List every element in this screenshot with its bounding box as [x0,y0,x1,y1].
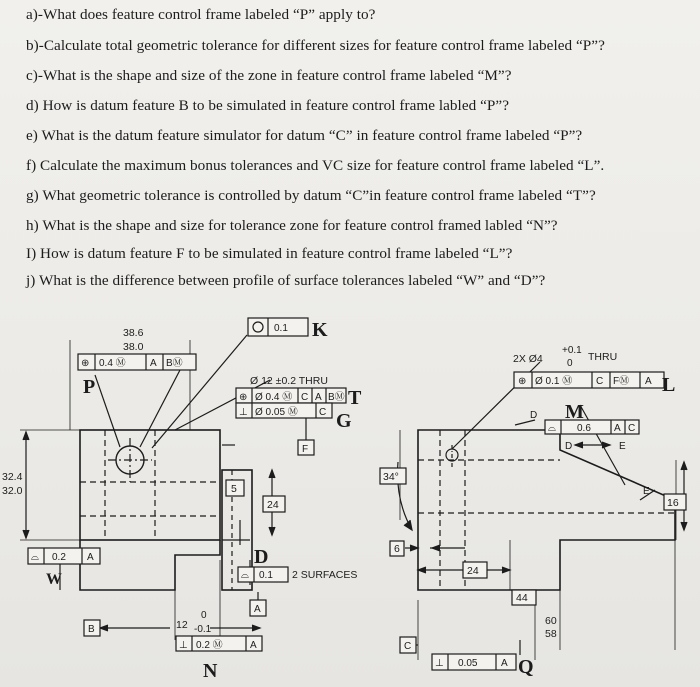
question-e: e) What is the datum feature simulator for datum “C” in feature control frame labeled “P”? [26,127,583,144]
question-b: b)-Calculate total geometric tolerance for different sizes for feature control frame labeled “P”? [26,37,605,54]
fcf-t-tol: Ø 0.4 Ⓜ [255,392,293,403]
datum-c: C [404,641,412,652]
two-surfaces: 2 SURFACES [292,569,358,581]
hole2-tol-lower: 0 [567,358,573,369]
datum-d-left: D [530,410,538,421]
fcf-m-datum-c: C [628,423,636,434]
dim-60: 60 [545,615,557,627]
label-p: P [83,376,96,398]
fcf-m-tol: 0.6 [577,423,591,434]
label-q: Q [518,656,534,678]
fcf-l-datum-c: C [596,376,604,387]
fcf-w-tol: 0.2 [52,552,66,563]
fcf-w-datum-a: A [87,552,94,563]
fcf-g-datum-c: C [319,407,327,418]
hole2-tol-upper: +0.1 [562,345,582,356]
size-lower: 38.0 [123,341,144,353]
fcf-g-symbol: ⊥ [239,407,248,418]
fcf-m-symbol: ⌓ [548,423,556,434]
label-w: W [46,571,62,588]
question-d: d) How is datum feature B to be simulated in feature control frame labled “P”? [26,97,509,114]
dim-12-tol-upper: 0 [201,610,207,621]
dim-44: 44 [516,592,528,604]
fcf-t-datum-a: A [315,392,322,403]
datum-d-range: D [565,441,573,452]
label-l: L [662,374,676,396]
fcf-p-tol: 0.4 Ⓜ [99,358,126,369]
fcf-l-datum-f: FⓂ [613,376,630,387]
question-h: h) What is the shape and size for tolerance zone for feature control framed labled “N”? [26,217,558,234]
label-g: G [336,410,352,432]
fcf-t-datum-b: BⓂ [328,392,345,403]
question-c: c)-What is the shape and size of the zone in feature control frame labeled “M”? [26,67,512,84]
dim-58: 58 [545,628,557,640]
dim-6: 6 [394,543,400,555]
fcf-p-datum-a: A [150,358,157,369]
fcf-q-tol: 0.05 [458,658,478,669]
question-a: a)-What does feature control frame labeled “P” apply to? [26,6,376,23]
dim-24: 24 [267,499,279,511]
fcf-m-datum-a: A [614,423,621,434]
question-f: f) Calculate the maximum bonus tolerances and VC size for feature control frame labeled “L”. [26,157,605,174]
label-t: T [348,387,362,409]
dim-12-tol-lower: -0.1 [194,624,212,635]
fcf-q-datum-a: A [501,658,508,669]
fcf-g-tol: Ø 0.05 Ⓜ [255,407,298,418]
fcf-d-tol: 0.1 [259,570,273,581]
fcf-n-symbol: ⊥ [179,640,188,651]
question-g: g) What geometric tolerance is controlled by datum “C”in feature control frame labeled “T”? [26,187,596,204]
fcf-w-symbol: ⌓ [31,552,39,563]
fcf-t-symbol: ⊕ [239,392,248,403]
label-n: N [203,660,218,682]
fcf-l-tol: Ø 0.1 Ⓜ [535,376,573,387]
fcf-k-tol: 0.1 [274,323,288,334]
fcf-n-tol: 0.2 Ⓜ [196,640,223,651]
label-d: D [254,546,269,568]
datum-f: F [302,444,309,455]
question-j: j) What is the difference between profile of surface tolerances labeled “W” and “D”? [26,272,546,289]
hole-note: Ø 12 ±0.2 THRU [250,375,328,387]
fcf-q-symbol: ⊥ [435,658,444,669]
fcf-l-symbol: ⊕ [518,376,527,387]
fcf-l-datum-a: A [645,376,652,387]
question-i: I) How is datum feature F to be simulated in feature control frame labeled “L”? [26,245,513,262]
datum-e: E [643,486,650,497]
datum-a: A [254,604,261,615]
size-upper: 38.6 [123,327,144,339]
datum-b: B [88,624,95,635]
fcf-p-datum-b: BⓂ [166,358,183,369]
height-upper: 32.4 [2,471,23,483]
dim-24b: 24 [467,565,479,577]
dim-5: 5 [231,483,237,495]
datum-e-range: E [619,441,626,452]
label-k: K [312,319,328,341]
dim-angle: 34° [383,471,399,483]
fcf-p-symbol: ⊕ [81,358,90,369]
dim-12: 12 [176,619,188,631]
dim-16: 16 [667,497,679,509]
hole2-suffix: THRU [588,351,618,363]
fcf-n-datum-a: A [250,640,257,651]
hole2-prefix: 2X Ø4 [513,353,543,365]
label-m: M [565,401,584,423]
height-lower: 32.0 [2,485,23,497]
fcf-d-symbol: ⌓ [241,570,249,581]
fcf-t-datum-c: C [301,392,309,403]
